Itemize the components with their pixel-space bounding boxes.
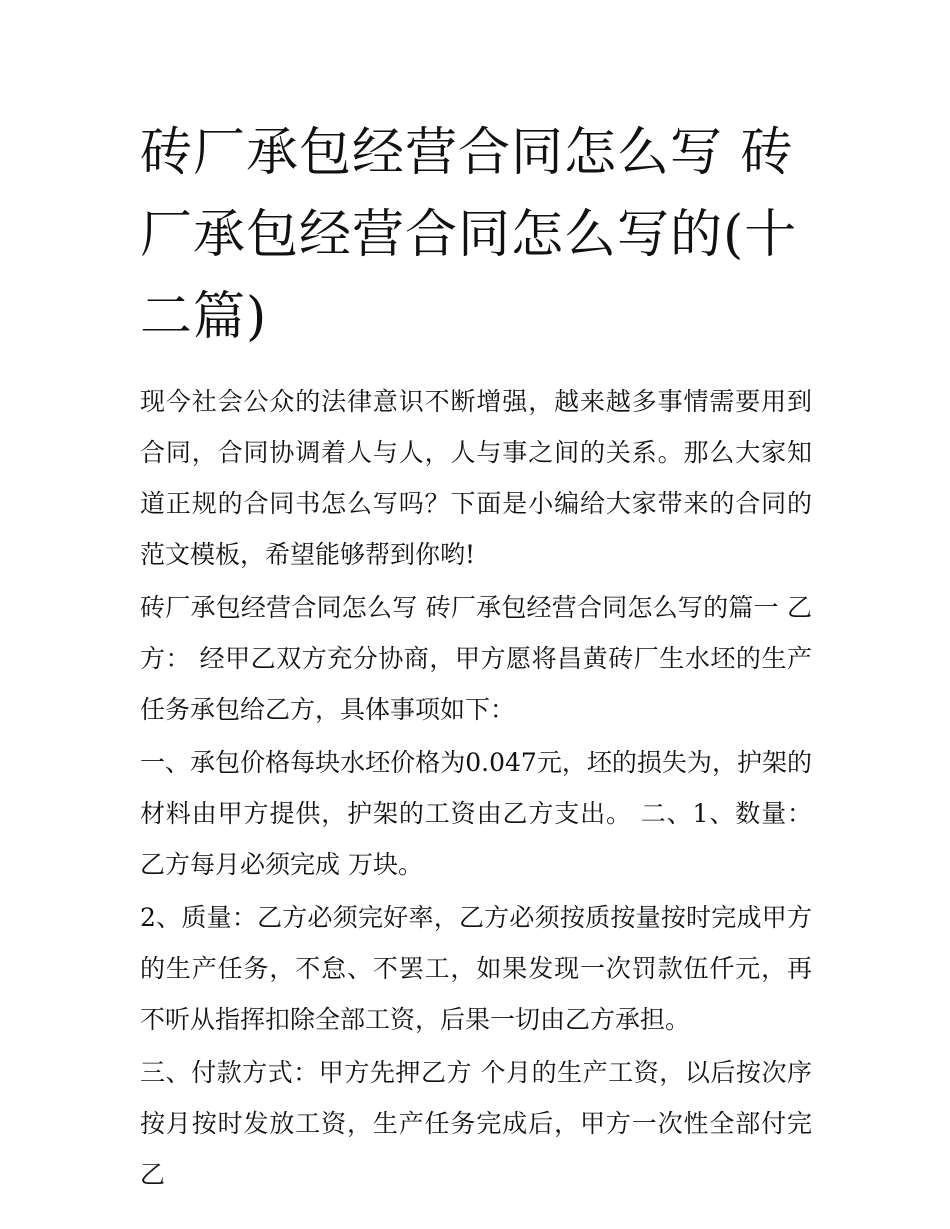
paragraph-clause-payment: 三、付款方式：甲方先押乙方 个月的生产工资，以后按次序按月按时发放工资，生产任务完成后，甲方一次性全部付完乙 xyxy=(140,1058,812,1189)
document-page xyxy=(140,112,812,1202)
paragraph-intro: 现今社会公众的法律意识不断增强，越来越多事情需要用到合同，合同协调着人与人，人与事之间的关系。那么大家知道正规的合同书怎么写吗？下面是小编给大家带来的合同的范文模板，希望能够帮到你哟! xyxy=(140,387,812,569)
paragraph-article-one: 砖厂承包经营合同怎么写 砖厂承包经营合同怎么写的篇一 乙方： 经甲乙双方充分协商，甲方愿将昌黄砖厂生水坯的生产任务承包给乙方，具体事项如下： xyxy=(140,593,812,724)
paragraph-clause-price: 一、承包价格每块水坯价格为0.047元，坯的损失为，护架的材料由甲方提供，护架的工资由乙方支出。 二、1、数量：乙方每月必须完成 万块。 xyxy=(140,748,812,879)
document-title: 砖厂承包经营合同怎么写 砖厂承包经营合同怎么写的(十二篇) xyxy=(140,123,798,347)
paragraph-clause-quality: 2、质量：乙方必须完好率，乙方必须按质按量按时完成甲方的生产任务，不怠、不罢工，如果发现一次罚款伍仟元，再不听从指挥扣除全部工资，后果一切由乙方承担。 xyxy=(140,903,812,1034)
